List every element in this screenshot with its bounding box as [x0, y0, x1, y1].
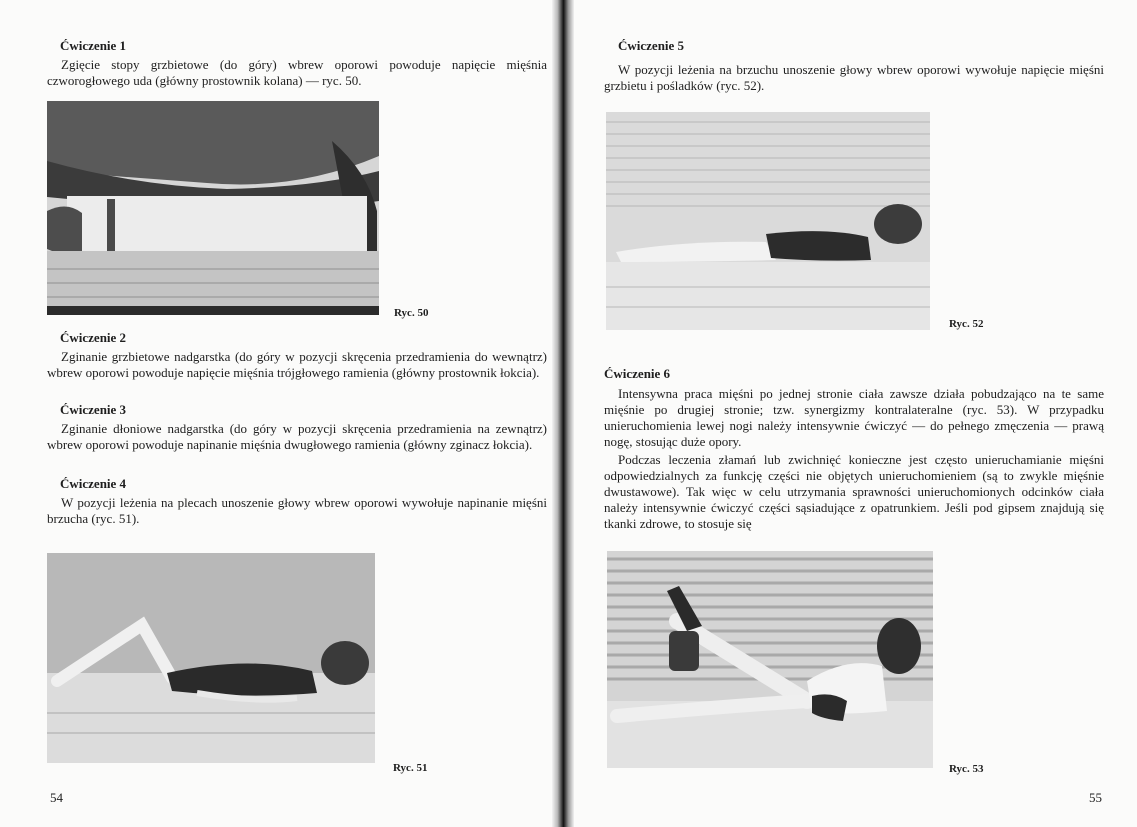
- exercise-6-paragraph-2: Podczas leczenia złamań lub zwichnięć konieczne jest często unieruchamianie mięśni odpowiedzialnych za funkcję części nie objętych unieruchomieniem (są to zwykle mięśnie dwustawowe). Tak więc w celu utrzymania sprawności unieruchomionych odcinków ciała należy intensywnie ćwiczyć części sąsiadujące z opatrunkiem. Jeśli pod gipsem znajdują się tkanki zdrowe, to stosuje się: [604, 452, 1104, 531]
- book-gutter: [552, 0, 574, 827]
- figure-53-photo: [607, 551, 933, 768]
- exercise-5-text: W pozycji leżenia na brzuchu unoszenie głowy wbrew oporowi wywołuje napięcie mięśni grzbietu i pośladków (ryc. 52).: [604, 62, 1104, 93]
- left-page: [0, 0, 552, 827]
- exercise-3-heading: Ćwiczenie 3: [60, 402, 127, 417]
- figure-50-illustration: [47, 101, 379, 315]
- page-number-right: 55: [1089, 790, 1102, 805]
- page-number-left: 54: [50, 790, 63, 805]
- exercise-1-text: Zgięcie stopy grzbietowe (do góry) wbrew oporowi powoduje napięcie mięśnia czworogłowego uda (główny prostownik kolana) — ryc. 50.: [47, 57, 547, 88]
- exercise-6-heading: Ćwiczenie 6: [604, 366, 671, 381]
- exercise-5-heading: Ćwiczenie 5: [618, 38, 685, 53]
- figure-52-illustration: [606, 112, 930, 330]
- figure-51-caption: Ryc. 51: [393, 762, 428, 774]
- figure-50-photo: [47, 101, 379, 315]
- figure-50-caption: Ryc. 50: [394, 307, 429, 319]
- exercise-2-heading: Ćwiczenie 2: [60, 330, 127, 345]
- right-page: [574, 0, 1137, 827]
- exercise-2-text: Zginanie grzbietowe nadgarstka (do góry w pozycji skręcenia przedramienia do wewnątrz) wbrew oporowi powoduje napięcie mięśnia trójgłowego ramienia (główny prostownik łokcia).: [47, 349, 547, 380]
- figure-51-illustration: [47, 553, 375, 763]
- figure-51-photo: [47, 553, 375, 763]
- exercise-3-text: Zginanie dłoniowe nadgarstka (do góry w pozycji skręcenia przedramienia na zewnątrz) wbrew oporowi powoduje napinanie mięśnia dwugłowego ramienia (główny zginacz łokcia).: [47, 421, 547, 452]
- figure-52-caption: Ryc. 52: [949, 318, 984, 330]
- figure-52-photo: [606, 112, 930, 330]
- exercise-4-text: W pozycji leżenia na plecach unoszenie głowy wbrew oporowi wywołuje napinanie mięśni brzucha (ryc. 51).: [47, 495, 547, 526]
- figure-53-illustration: [607, 551, 933, 768]
- exercise-4-heading: Ćwiczenie 4: [60, 476, 127, 491]
- exercise-6-paragraph-1: Intensywna praca mięśni po jednej stronie ciała zawsze działa pobudzająco na te same mięśnie po drugiej stronie; tzw. synergizmy kontralateralne (ryc. 53). W przypadku unieruchomienia lewej nogi należy intensywnie ćwiczyć — do pełnego zmęczenia — prawą nogę, stosując duże opory.: [604, 386, 1104, 449]
- exercise-1-heading: Ćwiczenie 1: [60, 38, 127, 53]
- figure-53-caption: Ryc. 53: [949, 763, 984, 775]
